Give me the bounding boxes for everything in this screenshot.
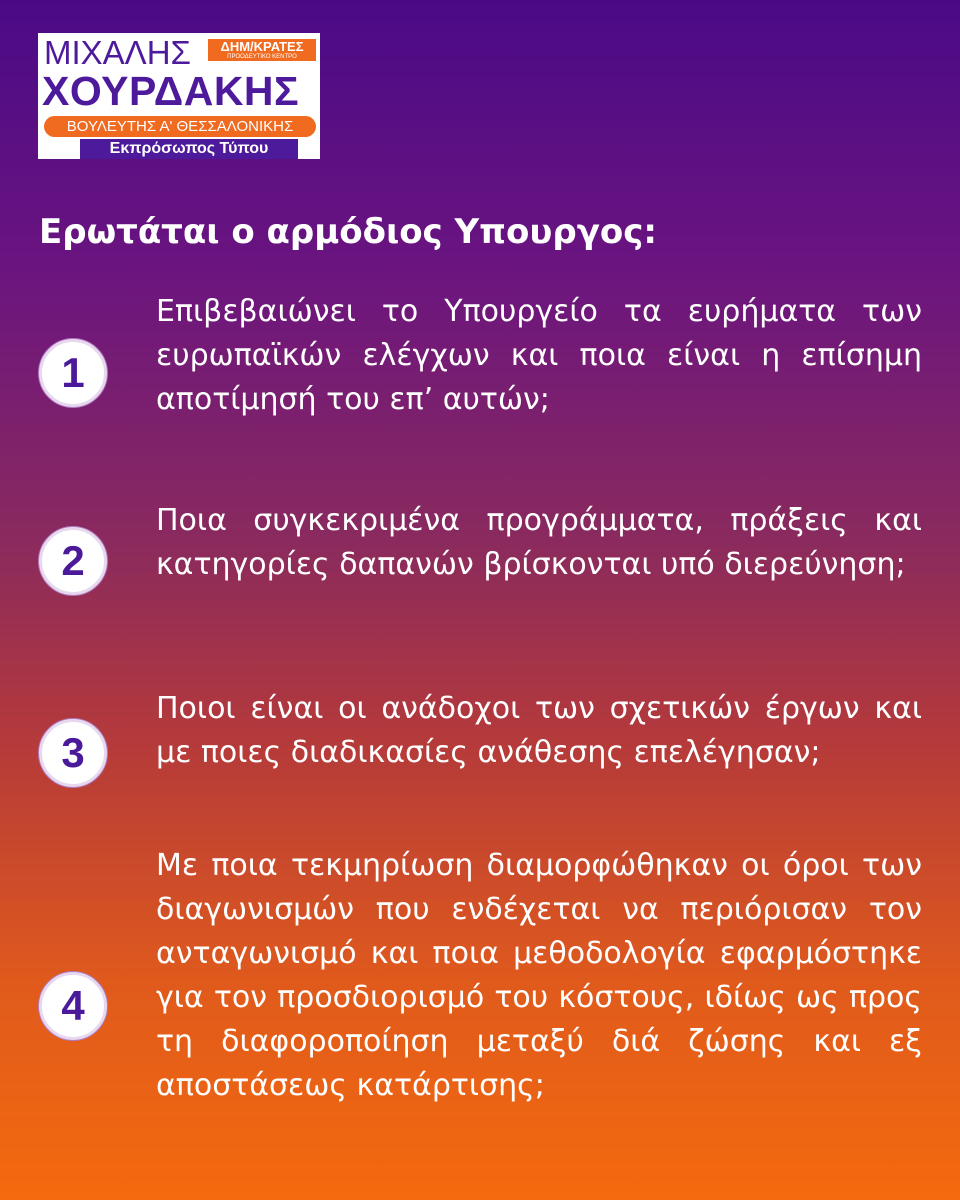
question-number-4: 4 [39, 972, 107, 1040]
logo-title: Εκπρόσωπος Τύπου [80, 139, 298, 159]
logo-last-name: ΧΟΥΡΔΑΚΗΣ [42, 68, 300, 114]
logo-first-name: ΜΙΧΑΛΗΣ [44, 34, 191, 71]
question-number-2: 2 [39, 527, 107, 595]
question-text-1: Επιβεβαιώνει το Υπουργείο τα ευρήματα των ευρωπαϊκών ελέγχων και ποια είναι η επίσημη αποτίμησή του επ’ αυτών; [156, 294, 922, 417]
question-text-2: Ποια συγκεκριμένα προγράμματα, πράξεις και κατηγορίες δαπανών βρίσκονται υπό διερεύνηση; [156, 503, 922, 582]
party-logo-subtitle: ΠΡΟΟΔΕΥΤΙΚΟ ΚΕΝΤΡΟ [227, 54, 297, 60]
question-text-3: Ποιοι είναι οι ανάδοχοι των σχετικών έργων και με ποιες διαδικασίες ανάθεσης επελέγησαν; [156, 691, 922, 770]
politician-logo [38, 33, 320, 159]
party-logo: ΔΗΜ/ΚΡΑΤΕΣ [208, 39, 316, 61]
page-heading: Ερωτάται ο αρμόδιος Υπουργος: [39, 212, 657, 252]
question-text-4: Με ποια τεκμηρίωση διαμορφώθηκαν οι όροι των διαγωνισμών που ενδέχεται να περιόρισαν τον ανταγωνισμό και ποια μεθοδολογία εφαρμόστηκε για τον προσδιορισμό του κόστους, ιδίως ως προς τη διαφοροποίηση μεταξύ διά ζώσης και εξ αποστάσεως κατάρτισης; [156, 848, 922, 1103]
question-number-1: 1 [39, 339, 107, 407]
question-number-3: 3 [39, 719, 107, 787]
logo-role: ΒΟΥΛΕΥΤΗΣ Α' ΘΕΣΣΑΛΟΝΙΚΗΣ [44, 116, 316, 137]
